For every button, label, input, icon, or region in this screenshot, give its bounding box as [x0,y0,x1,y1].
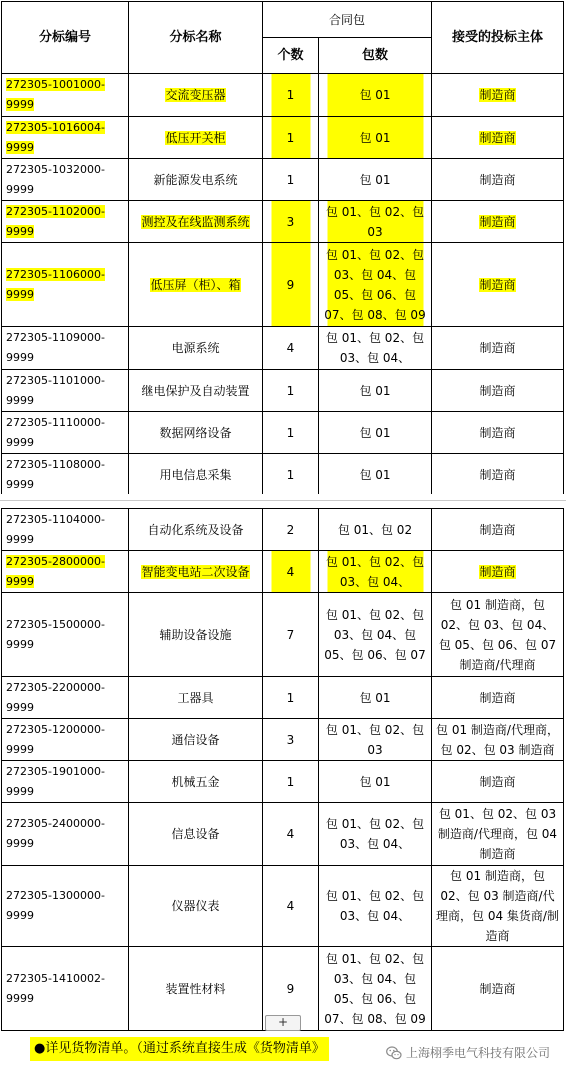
cell-count-text: 7 [286,627,295,642]
cell-count-text: 4 [286,827,295,841]
table-row [2,117,564,159]
cell-code-text: 272305-1032000-9999 [6,162,105,196]
cell-name [129,509,263,551]
cell-code-text: 272305-2800000-9999 [6,554,105,588]
cell-code-text: 272305-1102000-9999 [6,204,105,238]
cell-packages-text: 包 01 [359,88,391,102]
cell-code-text: 272305-1200000-9999 [6,722,105,756]
cell-bidder-text: 包 01 制造商，包 02、包 03 制造商/代理商，包 04 集货商/制造商 [436,869,559,943]
table-row [2,551,564,593]
header-packages: 包数 [319,38,432,74]
cell-packages-text: 包 01 [359,425,391,440]
cell-count-text: 1 [286,88,295,102]
cell-code [2,509,129,551]
cell-bidder-text: 制造商 [479,564,516,579]
cell-packages [319,761,432,803]
cell-packages [319,117,432,159]
cell-count [263,677,319,719]
header-contract-package: 合同包 [263,2,432,38]
cell-count-text: 2 [286,522,295,537]
cell-name [129,677,263,719]
cell-packages-text: 包 01 [359,774,391,789]
table-row [2,201,564,243]
cell-count-text: 3 [286,214,295,229]
cell-bidder-text: 制造商 [479,425,516,440]
cell-count-text: 1 [286,130,295,145]
cell-code-text: 272305-1106000-9999 [6,267,105,301]
wechat-icon [386,1045,402,1061]
cell-packages-text: 包 01、包 02、包 03、包 04、 [325,817,425,851]
cell-count-text: 1 [286,467,295,482]
cell-count [263,327,319,370]
cell-name [129,74,263,117]
cell-packages-text: 包 01、包 02 [337,522,413,537]
cell-name-text: 用电信息采集 [159,467,232,482]
cell-code-text: 272305-1410002-9999 [6,971,105,1005]
cell-count-text: 1 [286,425,295,440]
cell-packages-text: 包 01 [359,383,391,398]
cell-packages-text: 包 01、包 02、包 03、包 04、包 05、包 06、包 07 [324,607,426,662]
cell-name-text: 信息设备 [171,827,220,841]
table-row [2,761,564,803]
cell-bidder [432,74,564,117]
cell-bidder [432,509,564,551]
cell-packages [319,327,432,370]
header-name: 分标名称 [129,2,263,74]
cell-packages [319,74,432,117]
watermark [386,1044,550,1061]
cell-name [129,803,263,866]
cell-code [2,761,129,803]
cell-code-text: 272305-1500000-9999 [6,617,105,651]
cell-code-text: 272305-1109000-9999 [6,331,105,364]
table-row [2,370,564,412]
cell-name-text: 辅助设备设施 [159,627,232,642]
cell-name [129,201,263,243]
cell-name-text: 工器具 [177,690,214,705]
cell-count [263,593,319,677]
cell-code-text: 272305-1001000-9999 [6,78,105,111]
cell-name-text: 装置性材料 [165,981,226,996]
table-row [2,159,564,201]
cell-name-text: 数据网络设备 [159,425,232,440]
cell-count [263,454,319,496]
cell-bidder [432,719,564,761]
cell-bidder [432,551,564,593]
cell-bidder-text: 制造商 [479,130,516,145]
header-bidder: 接受的投标主体 [432,2,564,74]
table-row [2,412,564,454]
cell-packages [319,677,432,719]
cell-bidder-text: 制造商 [479,277,516,292]
cell-name-text: 自动化系统及设备 [147,522,244,537]
table-row [2,719,564,761]
cell-name-text: 继电保护及自动装置 [141,383,250,398]
cell-bidder [432,159,564,201]
cell-bidder [432,201,564,243]
cell-name-text: 机械五金 [171,774,220,789]
cell-code [2,593,129,677]
cell-count-text: 4 [286,564,295,579]
cell-count [263,509,319,551]
cell-code [2,74,129,117]
cell-code-text: 272305-1104000-9999 [6,512,105,546]
cell-count-text: 1 [286,690,295,705]
tender-table-bottom [1,508,564,1031]
cell-packages-text: 包 01、包 02、包 03 [325,204,425,239]
cell-count [263,159,319,201]
cell-bidder-text: 制造商 [479,522,516,537]
cell-code [2,866,129,947]
cell-bidder [432,947,564,1031]
cell-code [2,677,129,719]
cell-count-text: 1 [286,774,295,789]
cell-code-text: 272305-1101000-9999 [6,373,105,407]
cell-code [2,117,129,159]
cell-code-text: 272305-2400000-9999 [6,817,105,850]
tender-table-top [1,1,564,496]
cell-name [129,719,263,761]
cell-bidder [432,677,564,719]
cell-name [129,593,263,677]
cell-code [2,719,129,761]
watermark-text: 上海栩季电气科技有限公司 [405,1046,550,1060]
cell-code [2,551,129,593]
cell-count-text: 9 [286,277,295,292]
cell-code [2,201,129,243]
cell-packages [319,370,432,412]
cell-name [129,947,263,1031]
cell-packages [319,719,432,761]
cell-bidder-text: 制造商 [479,341,516,355]
table-row [2,74,564,117]
footer-note: ●详见货物清单。（通过系统直接生成《货物清单》 [30,1037,329,1061]
cell-bidder-text: 制造商 [479,214,516,229]
cell-bidder [432,117,564,159]
cell-packages [319,509,432,551]
cell-name [129,117,263,159]
cell-packages-text: 包 01 [359,130,391,145]
cell-count [263,243,319,327]
cell-count [263,866,319,947]
cell-packages [319,454,432,496]
cell-count [263,370,319,412]
cell-bidder-text: 包 01、包 02、包 03 制造商/代理商，包 04 制造商 [437,807,558,861]
table-row [2,677,564,719]
cell-name-text: 智能变电站二次设备 [141,564,250,579]
cell-count [263,551,319,593]
cell-name-text: 新能源发电系统 [153,172,238,187]
cell-packages [319,866,432,947]
cell-name [129,159,263,201]
cell-count-text: 3 [286,732,295,747]
cell-name [129,866,263,947]
cell-name [129,761,263,803]
cell-count-text: 1 [286,383,295,398]
cell-name-text: 电源系统 [171,341,220,355]
cell-bidder-text: 制造商 [479,981,516,996]
cell-name-text: 仪器仪表 [171,899,220,913]
table-row [2,454,564,496]
cell-name [129,243,263,327]
cell-bidder [432,761,564,803]
cell-name [129,551,263,593]
cell-bidder-text: 制造商 [479,467,516,482]
cell-count-text: 4 [286,341,295,355]
page-gap [0,494,566,508]
cell-count-text: 9 [286,981,295,996]
cell-bidder [432,243,564,327]
cell-name [129,327,263,370]
cell-packages [319,243,432,327]
cell-bidder-text: 制造商 [479,88,516,102]
cell-name [129,412,263,454]
cell-bidder-text: 制造商 [479,690,516,705]
cell-count [263,117,319,159]
cell-code [2,454,129,496]
cell-packages [319,803,432,866]
cell-packages-text: 包 01、包 02、包 03、包 04、 [325,554,425,589]
cell-bidder [432,593,564,677]
cell-count-text: 1 [286,172,295,187]
cell-code-text: 272305-1300000-9999 [6,889,105,922]
cell-count [263,761,319,803]
table-row [2,509,564,551]
cell-bidder-text: 制造商 [479,383,516,398]
cell-packages-text: 包 01、包 02、包 03、包 04、 [325,331,425,365]
cell-packages [319,201,432,243]
cell-packages-text: 包 01、包 02、包 03、包 04、包 05、包 06、包 07、包 08、包 09 [324,951,426,1026]
cell-bidder [432,803,564,866]
cell-name-text: 低压开关柜 [165,130,226,145]
cell-code-text: 272305-1108000-9999 [6,457,105,491]
page-divider [0,500,566,501]
cell-count [263,803,319,866]
cell-bidder [432,866,564,947]
cell-packages-text: 包 01 [359,467,391,482]
cell-packages [319,593,432,677]
table-row [2,327,564,370]
cell-packages [319,947,432,1031]
table-row [2,243,564,327]
cell-count [263,74,319,117]
cell-bidder-text: 包 01 制造商，包 02、包 03、包 04、包 05、包 06、包 07 制造商/代理商 [438,597,557,672]
cell-packages-text: 包 01 [359,690,391,705]
cell-count [263,719,319,761]
cell-count-text: 4 [286,899,295,913]
cell-packages [319,412,432,454]
cell-bidder-text: 制造商 [479,172,516,187]
table-row [2,593,564,677]
cell-code [2,159,129,201]
cell-code-text: 272305-1110000-9999 [6,415,105,449]
cell-packages-text: 包 01 [359,172,391,187]
cell-count [263,201,319,243]
cell-code-text: 272305-1016004-9999 [6,120,105,154]
cell-bidder [432,412,564,454]
cell-code-text: 272305-2200000-9999 [6,680,105,714]
cell-name-text: 通信设备 [171,732,220,747]
cell-bidder-text: 制造商 [479,774,516,789]
table-row [2,803,564,866]
cell-bidder [432,327,564,370]
cell-code [2,370,129,412]
cell-packages [319,551,432,593]
cell-name-text: 低压屏（柜）、箱 [150,277,241,292]
cell-code [2,327,129,370]
cell-code-text: 272305-1901000-9999 [6,764,105,798]
cell-count [263,412,319,454]
header-count: 个数 [263,38,319,74]
cell-bidder [432,370,564,412]
header-code: 分标编号 [2,2,129,74]
table-row [2,866,564,947]
cell-packages-text: 包 01、包 02、包 03、包 04、 [325,889,425,923]
cell-packages-text: 包 01、包 02、包 03 [325,722,425,757]
cell-name [129,370,263,412]
expand-button[interactable]: + [265,1015,301,1031]
cell-packages [319,159,432,201]
cell-name-text: 测控及在线监测系统 [141,214,250,229]
cell-code [2,947,129,1031]
cell-packages-text: 包 01、包 02、包 03、包 04、包 05、包 06、包 07、包 08、包 09 [324,247,426,322]
cell-name [129,454,263,496]
cell-code [2,803,129,866]
cell-code [2,243,129,327]
cell-code [2,412,129,454]
cell-name-text: 交流变压器 [165,88,226,102]
cell-bidder-text: 包 01 制造商/代理商，包 02、包 03 制造商 [436,722,559,757]
cell-bidder [432,454,564,496]
